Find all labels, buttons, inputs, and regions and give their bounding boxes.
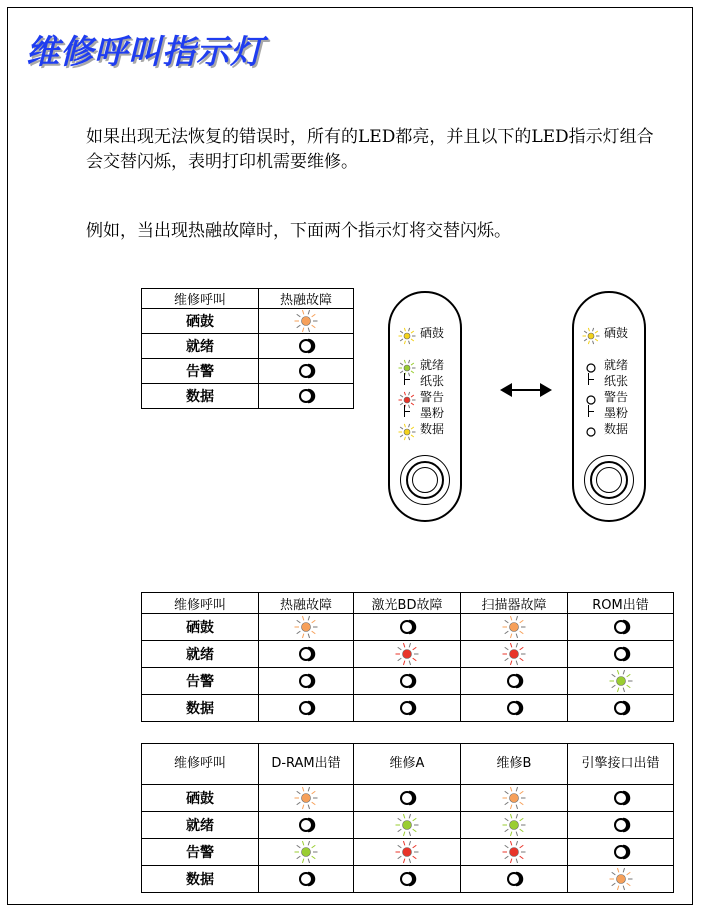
column-header: 维修A [354,744,461,785]
led-cell [568,668,674,695]
led-cell [259,614,354,641]
ready-led-icon [582,357,600,377]
panel-connector [404,411,410,412]
led-cell [568,785,674,812]
led-cell [461,839,568,866]
table-corner: 维修呼叫 [142,593,259,614]
led-cell [354,812,461,839]
panel-connector [588,379,594,380]
panel-label-alarm: 警告 [604,390,629,404]
service-call-table-2 [141,743,674,893]
column-header-text: 引擎接口出错 [581,756,660,771]
led-cell [568,866,674,893]
panel-label-alarm: 警告 [420,390,445,404]
row-label-ready: 就绪 [142,641,259,668]
row-label-drum: 硒鼓 [142,614,259,641]
alarm-led-icon [398,389,416,409]
ready-led-icon [398,357,416,377]
led-cell [461,668,568,695]
led-cell [354,866,461,893]
led-cell [259,384,354,409]
column-header [259,744,354,785]
led-cell [354,668,461,695]
alternate-arrow-icon [500,380,552,400]
led-cell [354,839,461,866]
control-panel-right [572,291,646,522]
led-cell [568,695,674,722]
row-label-ready: 就绪 [142,334,259,359]
led-cell [259,641,354,668]
panel-label-drum: 硒鼓 [420,326,445,340]
table-corner: 维修呼叫 [142,289,259,309]
led-cell [461,641,568,668]
led-cell [461,812,568,839]
panel-connector [404,379,410,380]
table-corner: 维修呼叫 [142,744,259,785]
led-cell [461,785,568,812]
column-header [568,744,674,785]
drum-led-icon [582,325,600,345]
panel-label-toner: 墨粉 [604,406,629,420]
panel-label-toner: 墨粉 [420,406,445,420]
led-cell [354,614,461,641]
panel-button[interactable] [406,461,444,499]
example-table [141,288,354,409]
column-header: 激光BD故障 [354,593,461,614]
led-cell [461,866,568,893]
column-header: 热融故障 [259,593,354,614]
panel-label-drum: 硒鼓 [604,326,629,340]
led-cell [354,641,461,668]
led-cell [259,359,354,384]
led-cell [354,785,461,812]
led-cell [259,668,354,695]
row-label-drum: 硒鼓 [142,785,259,812]
data-led-icon [582,421,600,441]
led-cell [568,839,674,866]
led-cell [259,334,354,359]
intro-paragraph: 如果出现无法恢复的错误时，所有的LED都亮，并且以下的LED指示灯组合会交替闪烁，表明打印机需要维修。 [86,127,654,172]
led-cell [461,614,568,641]
example-paragraph: 例如，当出现热融故障时，下面两个指示灯将交替闪烁。 [86,221,511,241]
column-header: 热融故障 [259,289,354,309]
row-label-alarm: 告警 [142,668,259,695]
data-led-icon [398,421,416,441]
row-label-drum: 硒鼓 [142,309,259,334]
row-label-alarm: 告警 [142,839,259,866]
column-header: 扫描器故障 [461,593,568,614]
page-title: 维修呼叫指示灯 [26,32,264,71]
led-cell [259,812,354,839]
led-cell [568,641,674,668]
led-cell [259,695,354,722]
row-label-ready: 就绪 [142,812,259,839]
control-panel-left [388,291,462,522]
alarm-led-icon [582,389,600,409]
column-header: 维修B [461,744,568,785]
led-cell [259,839,354,866]
row-label-alarm: 告警 [142,359,259,384]
panel-label-ready: 就绪 [420,358,445,372]
panel-button[interactable] [590,461,628,499]
led-cell [568,812,674,839]
drum-led-icon [398,325,416,345]
panel-label-paper: 纸张 [420,374,445,388]
panel-label-data: 数据 [604,422,629,436]
row-label-data: 数据 [142,695,259,722]
led-cell [259,309,354,334]
panel-label-paper: 纸张 [604,374,629,388]
row-label-data: 数据 [142,384,259,409]
led-cell [259,785,354,812]
led-cell [568,614,674,641]
row-label-data: 数据 [142,866,259,893]
panel-label-data: 数据 [420,422,445,436]
panel-label-ready: 就绪 [604,358,629,372]
led-cell [354,695,461,722]
column-header: ROM出错 [568,593,674,614]
column-header-text: D-RAM出错 [271,756,341,771]
led-cell [461,695,568,722]
service-call-table-1 [141,592,674,722]
led-cell [259,866,354,893]
panel-connector [588,411,594,412]
